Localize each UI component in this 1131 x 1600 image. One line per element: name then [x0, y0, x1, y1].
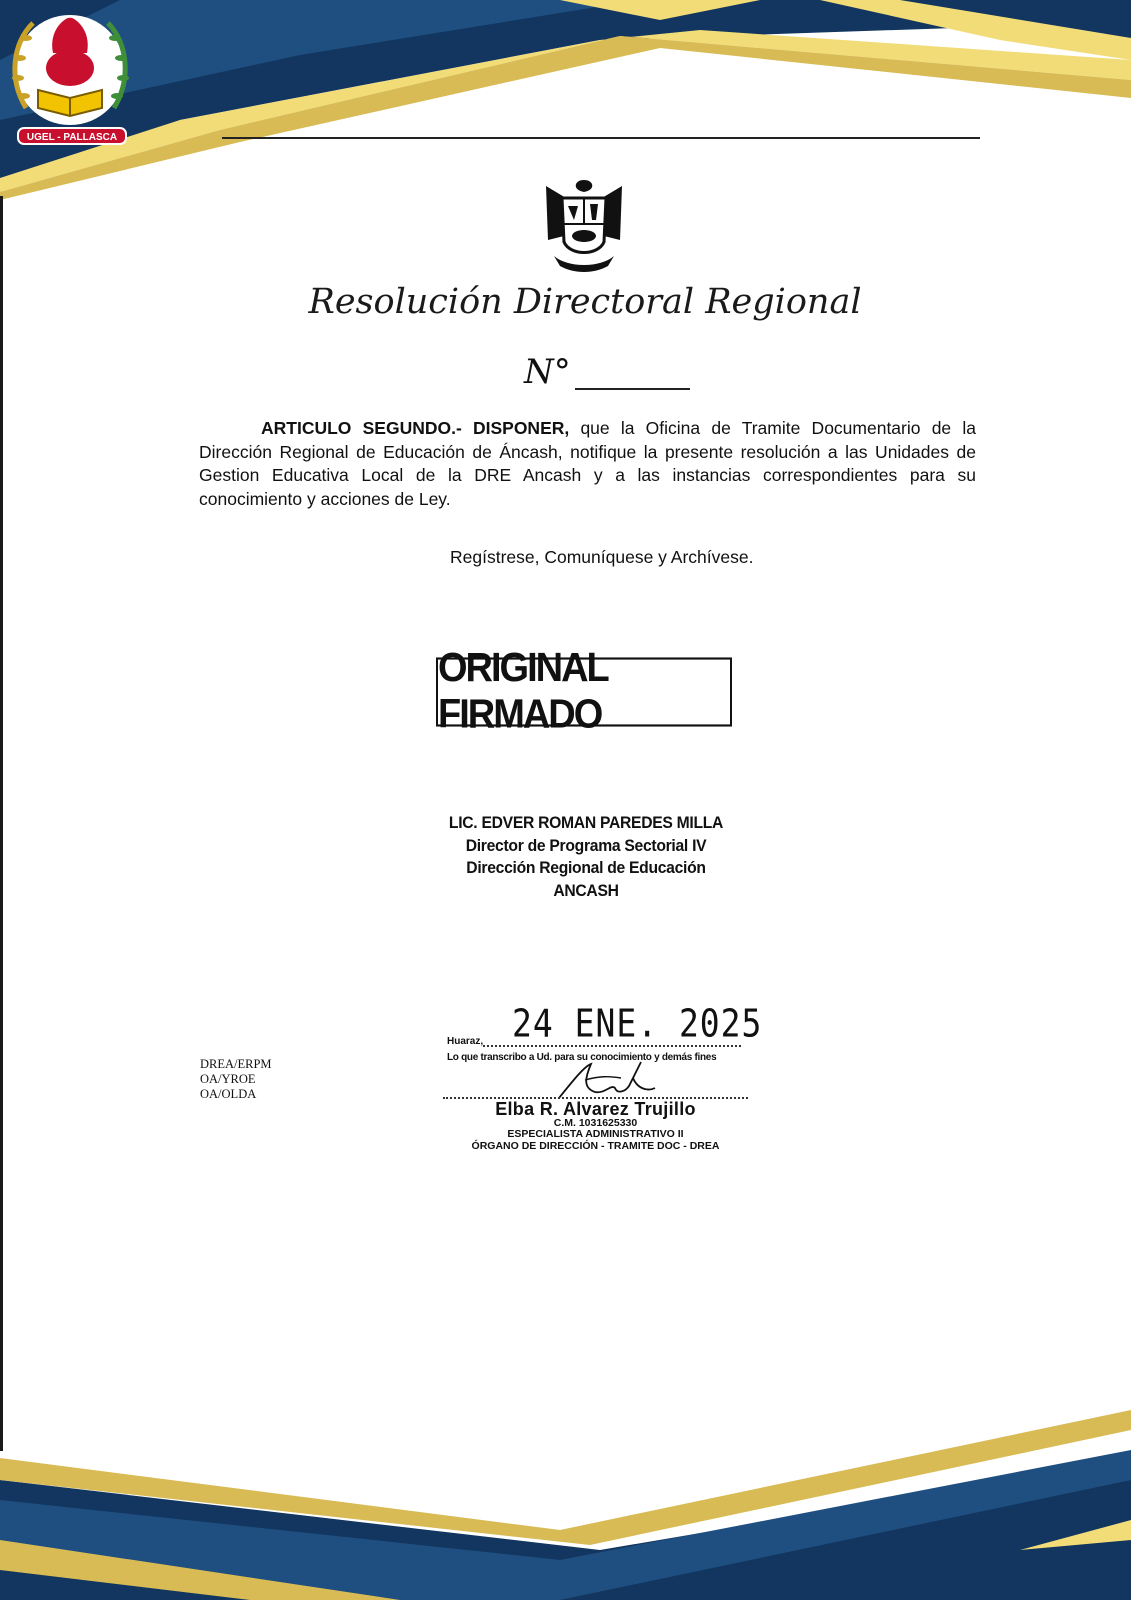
left-border-line — [0, 196, 3, 1451]
signer-title: Director de Programa Sectorial IV — [465, 836, 707, 855]
place-date-line — [483, 1045, 741, 1047]
copy-item: DREA/ERPM — [200, 1057, 272, 1071]
copy-item: OA/OLDA — [200, 1087, 257, 1101]
document-title: Resolución Directoral Regional — [308, 282, 862, 322]
bottom-decorative-banner — [0, 1410, 1131, 1600]
certifier-name: Elba R. Alvarez Trujillo — [495, 1099, 696, 1119]
peru-coat-of-arms-icon — [538, 176, 630, 276]
certification-notice: Lo que transcribo a Ud. para su conocimiento y demás fines — [447, 1052, 717, 1063]
original-signed-stamp: ORIGINAL FIRMADO — [436, 657, 732, 726]
signer-region: ANCASH — [553, 881, 619, 900]
top-decorative-banner — [0, 0, 1131, 200]
handwritten-signature — [555, 1058, 660, 1102]
article-lead: ARTICULO SEGUNDO.- DISPONER, — [261, 418, 570, 438]
svg-text:UGEL - PALLASCA: UGEL - PALLASCA — [26, 132, 118, 143]
certifier-organization: ÓRGANO DE DIRECCIÓN - TRAMITE DOC - DREA — [471, 1140, 720, 1152]
copies-list — [200, 1057, 272, 1102]
resolution-number-line — [575, 388, 690, 390]
ugel-pallasca-logo-icon — [8, 8, 138, 148]
article-body: que la Oficina de Tramite Documentario de la Dirección Regional de Educación de Áncash, notifique la presente resolución a las Unidades de Gestion Educativa Local de la DRE Ancash y a las instancias correspondientes para su conocimiento y acciones de Ley. — [199, 418, 976, 509]
copy-item: OA/YROE — [200, 1072, 256, 1086]
closing-formula: Regístrese, Comuníquese y Archívese. — [450, 547, 754, 567]
certification-place: Huaraz, — [447, 1036, 484, 1047]
signer-name: LIC. EDVER ROMAN PAREDES MILLA — [448, 814, 724, 832]
date-stamp: 24 ENE. 2025 — [512, 1001, 763, 1046]
certifier-role: ESPECIALISTA ADMINISTRATIVO II — [507, 1128, 684, 1140]
resolution-number-label: N° — [524, 352, 571, 392]
certifier-id: C.M. 1031625330 — [553, 1117, 638, 1129]
signer-office: Dirección Regional de Educación — [466, 859, 706, 877]
header-rule — [222, 137, 980, 139]
signer-block — [386, 812, 786, 902]
article-paragraph — [199, 417, 976, 511]
